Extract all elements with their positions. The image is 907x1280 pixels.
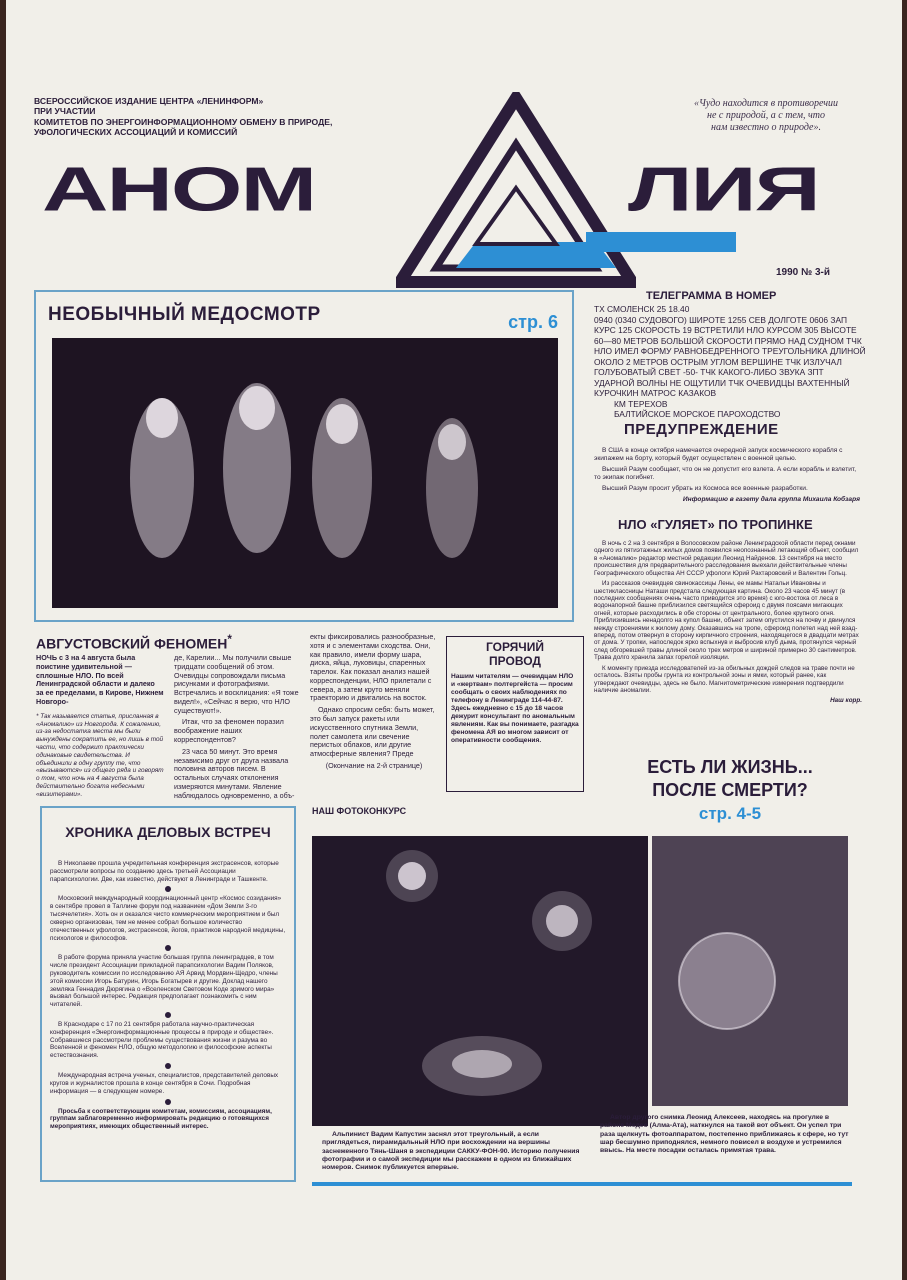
photo-sphere-ufo — [652, 836, 848, 1106]
title-accent-bar — [586, 232, 736, 252]
august-paragraph: екты фиксировались разнообразные, хотя и с элементами сходства. Они, как правило, имели форму шара, диска, яйца, луковицы, спаренных тарелок. Как показал анализ нашей корреспонденции, НЛО прилетали с севера, а затем круто меняли траекторию и двигались на восток. — [310, 632, 436, 703]
august-lead: НОЧЬ с 3 на 4 августа была поистине удивительной — сплошные НЛО. По всей Ленинградской области и далеко за ее пределами, в Кирове, Нижнем Новгоро- — [36, 653, 164, 706]
august-col2 — [174, 654, 302, 804]
august-col3 — [310, 633, 438, 774]
path-signature: Наш корр. — [830, 697, 862, 705]
hotline-title-line: ПРОВОД — [489, 653, 541, 668]
publisher-info — [34, 96, 394, 137]
lead-story-box — [34, 290, 574, 622]
august-paragraph: де, Карелии... Мы получили свыше тридцати сообщений об этом. Очевидцы сопровождали письма рисунками и фотографиями. Встречались и восклицания: «Я тоже видел!», «Сейчас я верю, что НЛО существуют!». — [174, 653, 299, 715]
hotline-title-line: ГОРЯЧИЙ — [486, 640, 544, 654]
telegram-line: КМ ТЕРЕХОВ — [614, 398, 668, 409]
bullet-icon — [165, 1012, 171, 1018]
life-teaser — [602, 756, 858, 825]
photocontest-title: НАШ ФОТОКОНКУРС — [312, 806, 407, 816]
bottom-rule — [312, 1182, 852, 1186]
warning-title: ПРЕДУПРЕЖДЕНИЕ — [624, 421, 779, 438]
warning-paragraph: В США в конце октября намечается очередной запуск космического корабля с экипажем на борту, который будет осуществлен с военной целью. — [594, 447, 843, 462]
chronicle-paragraph: Московский международный координационный центр «Космос созидания» в сентябре провел в Таллине форум под названием «Дом Земли 3-го тысячелетия». Хоть он и оказался чисто коммерческим мероприятием и был скверно организован, тем не менее собрал большое количество отечественных уфологов, экстрасенсов, йогов, практиков народной медицины, психологов и философов. — [50, 895, 286, 942]
forest-sphere-image — [652, 836, 848, 1106]
life-page-ref: стр. 4-5 — [698, 803, 762, 823]
path-title: НЛО «ГУЛЯЕТ» ПО ТРОПИНКЕ — [618, 517, 813, 532]
bullet-icon — [165, 1099, 171, 1105]
caption-triangle: Альпинист Вадим Капустин заснял этот треугольный, а если приглядеться, пирамидальный НЛО при восхождении на вершины заснеженного Тянь-Шаня в экспедиции САККУ-ФОН-90. Историю получения фотографии и о самой экспедиции мы расскажем в одном из ближайших номеров. Снимок публикуется впервые. — [322, 1131, 580, 1172]
chronicle-body — [50, 860, 286, 1131]
path-paragraph: В ночь с 2 на 3 сентября в Волосовском районе Ленинградской области перед окнами одного из пятиэтажных жилых домов появился неопознанный летающий объект, сообщил в «Аномалию» редактор местной редакции Леонид Найденов. 13 сентября на место происшествия для предварительного расследования выехали действительные члены Географического общества АН СССР уфологи Юрий Рахтаровский и Валентин Гольц. — [594, 540, 859, 577]
lead-headline: НЕОБЫЧНЫЙ МЕДОСМОТР — [48, 304, 321, 325]
ghost-figures-image — [52, 338, 558, 608]
photo-triangle-ufo — [312, 836, 648, 1126]
publisher-line: УФОЛОГИЧЕСКИХ АССОЦИАЦИЙ И КОМИССИЙ — [34, 126, 238, 137]
bullet-icon — [165, 945, 171, 951]
warning-paragraph: Высший Разум сообщает, что он не допустит его взлета. А если корабль и взлетит, то экипаж погибнет. — [594, 465, 857, 481]
telegram-body — [594, 304, 866, 420]
warning-body — [594, 447, 860, 503]
lead-photo — [52, 338, 558, 608]
masthead-title-right: ЛИЯ — [628, 154, 819, 224]
epigraph — [666, 98, 866, 134]
august-col1 — [36, 654, 164, 802]
telegram-line: 0940 (0340 СУДОВОГО) ШИРОТЕ 1255 СЕВ ДОЛГОТЕ 0606 ЗАП КУРС 125 СКОРОСТЬ 19 ВСТРЕТИЛИ НЛО КУРСОМ 305 ВЫСОТЕ 60—80 МЕТРОВ БОЛЬШОЙ СКОРОСТИ ПРЯМО НАД СУДНОМ ТЧК НЛО ИМЕЛ ФОРМУ РАВНОБЕДРЕННОГО ТРЕУГОЛЬНИКА ДЛИНОЙ ОКОЛО 2 МЕТРОВ ОСТРЫМ УГЛОМ ВЕРШИНЕ ТЧК ИЗЛУЧАЛ ГОЛУБОВАТЫЙ СВЕТ -50- ТЧК КАКОГО-ЛИБО ЗВУКА ЗПТ УДАРНОЙ ВОЛНЫ НЕ ОЩУТИЛИ ТЧК ОЧЕВИДЦЫ ВАХТЕННЫЙ КУРОЧКИН МАТРОС КАЗАКОВ — [594, 314, 866, 398]
path-paragraph: Из рассказов очевидцев свинокассицы Лены, ее мамы Натальи Ивановны и шестиклассницы Наташи предстала следующая картина. Около 23 часов 45 минут (в последних сообщениях очень часто приводится это время) с юго-востока от леса в водонапорной башне приблизился светящийся сфероид с двумя поясами мигающих огней, которые расходились в обе стороны от центрального, более крупного огня. Приблизившись ненадолго на купол башни, объект затем опустился на почву и двинулся между строениями к жилому дому. Оказавшись на тропе, сфероид полетел над ней взад-вперед, потом отвернул в сторону кирпичного строения, находящегося в двадцати метрах от дома. У тропки, напоследок ярко вспыхнув и выбросив клуб дыма, протянулся черный след обгоревшей травы длиной около трех метров и шириной примерно 30 сантиметров. Трава долго хранила запах горелой изоляции. — [594, 580, 859, 662]
epigraph-line: «Чудо находится в противоречии — [693, 98, 839, 109]
newspaper-page — [6, 0, 902, 1280]
epigraph-line: не с природой, а с тем, что — [707, 110, 825, 121]
chronicle-box — [40, 806, 296, 1182]
hotline-text: Нашим читателям — очевидцам НЛО и «жертвам» полтергейста — просим сообщать о своих наблюдениях по телефону в Ленинграде 114-44-87. Здесь ежедневно с 15 до 18 часов дежурит консультант по аномальным явлениям. Как вы понимаете, разгадка феномена АЯ во многом зависит от оперативности сообщения. — [451, 672, 579, 744]
life-line: ПОСЛЕ СМЕРТИ? — [652, 780, 808, 801]
august-title-text: АВГУСТОВСКИЙ ФЕНОМЕН — [36, 635, 228, 652]
chronicle-paragraph: В Краснодаре с 17 по 21 сентября работала научно-практическая конференция «Энергоинформационные процессы в природе и обществе». Собравшиеся рассмотрели проблемы существования жизни и разума во Вселенной и феномен НЛО, общую методологию и философские аспекты естествознания. — [50, 1021, 274, 1060]
chronicle-title: ХРОНИКА ДЕЛОВЫХ ВСТРЕЧ — [65, 824, 271, 840]
chronicle-paragraph: В Николаеве прошла учредительная конференция экстрасенсов, которые рассмотрели вопросы по созданию здесь третьей Ассоциации парапсихологии. Две, как известно, действуют в Ленинграде и Ташкенте. — [50, 860, 279, 883]
publisher-line: КОМИТЕТОВ ПО ЭНЕРГОИНФОРМАЦИОННОМУ ОБМЕНУ В ПРИРОДЕ, — [34, 116, 333, 127]
warning-signature: Информацию в газету дала группа Михаила Кобзаря — [682, 495, 860, 503]
august-star: * — [227, 633, 232, 646]
bullet-icon — [165, 1063, 171, 1069]
august-paragraph: Однако спросим себя: быть может, это был запуск ракеты или искусственного спутника Земли, полет самолета или свечение перистых облаков, или другие атмосферные явления? Преде — [310, 705, 435, 759]
path-body — [594, 540, 862, 705]
august-paragraph: Итак, что за феномен поразил воображение наших корреспондентов? — [174, 717, 284, 745]
telegram-line: БАЛТИЙСКОЕ МОРСКОЕ ПАРОХОДСТВО — [614, 409, 781, 419]
caption-sphere: Автор другого снимка Леонид Алексеев, находясь на прогулке в районе Медео (Алма-Ата), наткнулся на такой вот объект. Он успел три раза щелкнуть фотоаппаратом, постепенно приближаясь к сфере, но тут шар бесшумно приподнялся, немного повисел в воздухе и устремился ввысь. На месте посадки осталась примятая трава. — [600, 1114, 849, 1155]
chronicle-appeal: Просьба к соответствующим комитетам, комиссиям, ассоциациям, группам заблаговременно информировать редакцию о готовящихся мероприятиях, имеющих общественный интерес. — [50, 1107, 272, 1131]
hotline-box — [446, 636, 584, 792]
august-footnote: * Так называется статья, присланная в «Аномалию» из Новгорода. К сожалению, из-за недостатка места мы были вынуждены сократить ее, но лишь в той части, что содержит практически одинаковые свидетельства. И объединили в одну группу те, что «вызываются» из общего ряда и говорят о том, что ночь на 4 августа была действительно богата небесными «визитерами». — [36, 712, 164, 798]
publisher-line: ПРИ УЧАСТИИ — [34, 106, 96, 117]
lead-page-ref: стр. 6 — [508, 312, 558, 332]
night-ufo-image — [312, 836, 648, 1126]
masthead-title-mid — [6, 0, 7, 1]
august-title — [36, 633, 232, 652]
life-line: ЕСТЬ ЛИ ЖИЗНЬ... — [647, 757, 813, 777]
chronicle-paragraph: В работе форума приняла участие большая группа ленинградцев, в том числе президент Ассоциации прикладной парапсихологии Вадим Поляков, руководитель комиссии по исследованию АЯ Арвид Мордвин-Щедро, члены этой комиссии Игорь Батурин, Игорь Богатырев и другие. Доклад нашего земляка Геннадия Дюрягина о «Вселенском Световом Коде зримого мира» вызвал большой интерес. Редакция предполагает познакомить с ним читателей. — [50, 954, 278, 1009]
chronicle-paragraph: Международная встреча ученых, специалистов, представителей деловых кругов и журналистов прошла в конце сентября в Сочи. Подробная информация — в следующем номере. — [50, 1072, 279, 1095]
triangle-logo-icon — [396, 92, 636, 292]
issue-number: 1990 № 3-й — [776, 267, 830, 278]
telegram-title: ТЕЛЕГРАММА В НОМЕР — [646, 290, 777, 302]
bullet-icon — [165, 886, 171, 892]
august-paragraph: 23 часа 50 минут. Это время независимо друг от друга назвала половина авторов писем. В остальных случаях отклонения измеряются минутами. Явление наблюдалось одновременно, а объ- — [174, 746, 295, 800]
publisher-line: ВСЕРОССИЙСКОЕ ИЗДАНИЕ ЦЕНТРА «ЛЕНИНФОРМ» — [34, 96, 264, 106]
warning-paragraph: Высший Разум просит убрать из Космоса все военные разработки. — [602, 484, 808, 492]
masthead-title-left: АНОМ — [42, 154, 316, 224]
epigraph-line: нам известно о природе». — [711, 122, 821, 133]
path-paragraph: К моменту приезда исследователей из-за обильных дождей следов на траве почти не осталось. Взяты пробы грунта из контрольной зоны и ямки, который ранее, как утверждают очевидцы, здесь не было. Магнитометрические измерения подтвердили наличие аномалии. — [594, 664, 855, 695]
august-continued: (Окончание на 2-й странице) — [325, 760, 423, 770]
telegram-line: ТХ СМОЛЕНСК 25 18.40 — [594, 304, 690, 314]
hotline-title — [451, 641, 579, 669]
